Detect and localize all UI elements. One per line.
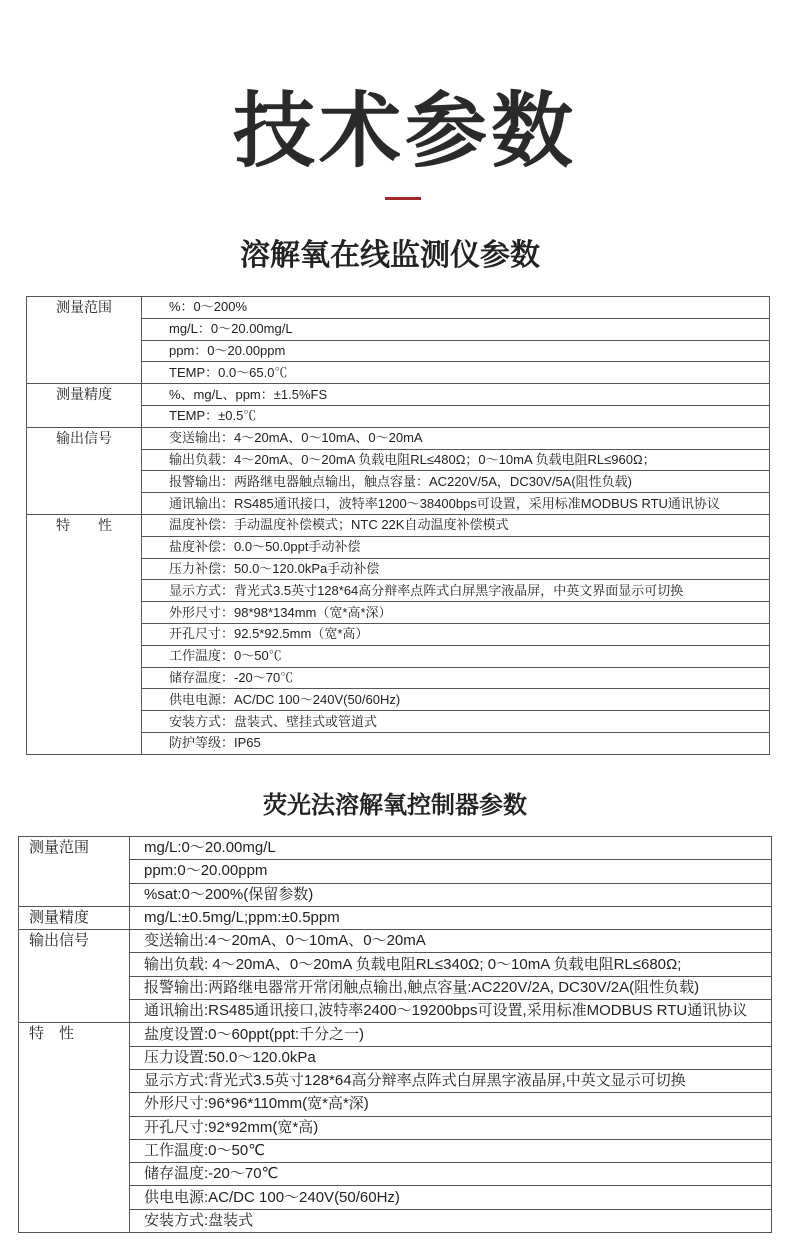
table-row [19,860,772,883]
table-row [19,1163,772,1186]
table-row [19,883,772,906]
group-label: 测量精度 [27,384,142,428]
spec-value: ppm:0～20.00ppm [130,860,772,883]
table-row [19,906,772,929]
spec-value: 工作温度:0～50℃ [130,1139,772,1162]
spec-value: 输出负载: 4～20mA、0～20mA 负载电阻RL≤340Ω; 0～10mA 负载电阻RL≤680Ω; [130,953,772,976]
spec-value: 安装方式:盘装式 [130,1209,772,1232]
spec-value: mg/L：0～20.00mg/L [142,318,770,340]
title-divider [385,197,421,200]
spec-value: 开孔尺寸：92.5*92.5mm（宽*高） [142,623,770,645]
spec-value: 输出负载：4～20mA、0～20mA 负载电阻RL≤480Ω；0～10mA 负载电阻RL≤960Ω； [142,449,770,471]
group-label: 特 性 [19,1023,130,1233]
spec-value: 显示方式：背光式3.5英寸128*64高分辩率点阵式白屏黑字液晶屏，中英文界面显示可切换 [142,580,770,602]
spec-value: 防护等级：IP65 [142,732,770,754]
table-row [19,930,772,953]
group-label: 测量精度 [19,906,130,929]
table-row [19,1093,772,1116]
spec-value: 储存温度:-20～70℃ [130,1163,772,1186]
group-label: 特 性 [27,514,142,754]
table-row [27,427,770,449]
spec-value: 温度补偿：手动温度补偿模式；NTC 22K自动温度补偿模式 [142,514,770,536]
spec-value: 开孔尺寸:92*92mm(宽*高) [130,1116,772,1139]
table-row [19,1046,772,1069]
group-label: 输出信号 [27,427,142,514]
spec-value: mg/L:±0.5mg/L;ppm:±0.5ppm [130,906,772,929]
table-row [27,297,770,319]
spec-value: %、mg/L、ppm：±1.5%FS [142,384,770,406]
spec-table-fluorescent-controller [18,836,772,1233]
table-row [19,1186,772,1209]
spec-value: 通讯输出:RS485通讯接口,波特率2400～19200bps可设置,采用标准MODBUS RTU通讯协议 [130,1000,772,1023]
table-row [19,1069,772,1092]
spec-value: TEMP：0.0～65.0℃ [142,362,770,384]
table-row [19,1209,772,1232]
page-title: 技术参数 [232,86,577,177]
spec-value: 报警输出:两路继电器常开常闭触点输出,触点容量:AC220V/2A, DC30V/2A(阻性负载) [130,976,772,999]
spec-value: ppm：0～20.00ppm [142,340,770,362]
spec-value: 压力设置:50.0～120.0kPa [130,1046,772,1069]
spec-value: 变送输出：4～20mA、0～10mA、0～20mA [142,427,770,449]
table-row [19,1023,772,1046]
spec-table-do-monitor [26,296,770,755]
spec-value: TEMP：±0.5℃ [142,405,770,427]
spec-value: 外形尺寸:96*96*110mm(宽*高*深) [130,1093,772,1116]
table2-title: 荧光法溶解氧控制器参数 [263,792,527,819]
table-row [27,384,770,406]
group-label: 测量范围 [27,297,142,384]
spec-value: %sat:0～200%(保留参数) [130,883,772,906]
spec-value: 变送输出:4～20mA、0～10mA、0～20mA [130,930,772,953]
spec-value: 盐度设置:0～60ppt(ppt:千分之一) [130,1023,772,1046]
table-row [27,514,770,536]
table-row [19,1116,772,1139]
spec-value: 安装方式：盘装式、壁挂式或管道式 [142,711,770,733]
group-label: 测量范围 [19,837,130,907]
spec-value: 外形尺寸：98*98*134mm（宽*高*深） [142,602,770,624]
table-row [19,1000,772,1023]
table-row [19,953,772,976]
spec-value: 供电电源:AC/DC 100～240V(50/60Hz) [130,1186,772,1209]
spec-value: %：0～200% [142,297,770,319]
spec-value: 报警输出：两路继电器触点输出，触点容量：AC220V/5A，DC30V/5A(阻性负载) [142,471,770,493]
table-row [19,837,772,860]
table1-title: 溶解氧在线监测仪参数 [240,239,540,272]
spec-value: 盐度补偿：0.0～50.0ppt手动补偿 [142,536,770,558]
spec-value: 通讯输出：RS485通讯接口，波特率1200～38400bps可设置，采用标准MODBUS RTU通讯协议 [142,493,770,515]
spec-value: 工作温度：0～50℃ [142,645,770,667]
table-row [19,1139,772,1162]
group-label: 输出信号 [19,930,130,1023]
spec-value: 显示方式:背光式3.5英寸128*64高分辩率点阵式白屏黑字液晶屏,中英文显示可切换 [130,1069,772,1092]
table-row [19,976,772,999]
spec-value: 储存温度：-20～70℃ [142,667,770,689]
spec-value: 压力补偿：50.0～120.0kPa手动补偿 [142,558,770,580]
spec-value: mg/L:0～20.00mg/L [130,837,772,860]
spec-value: 供电电源：AC/DC 100～240V(50/60Hz) [142,689,770,711]
